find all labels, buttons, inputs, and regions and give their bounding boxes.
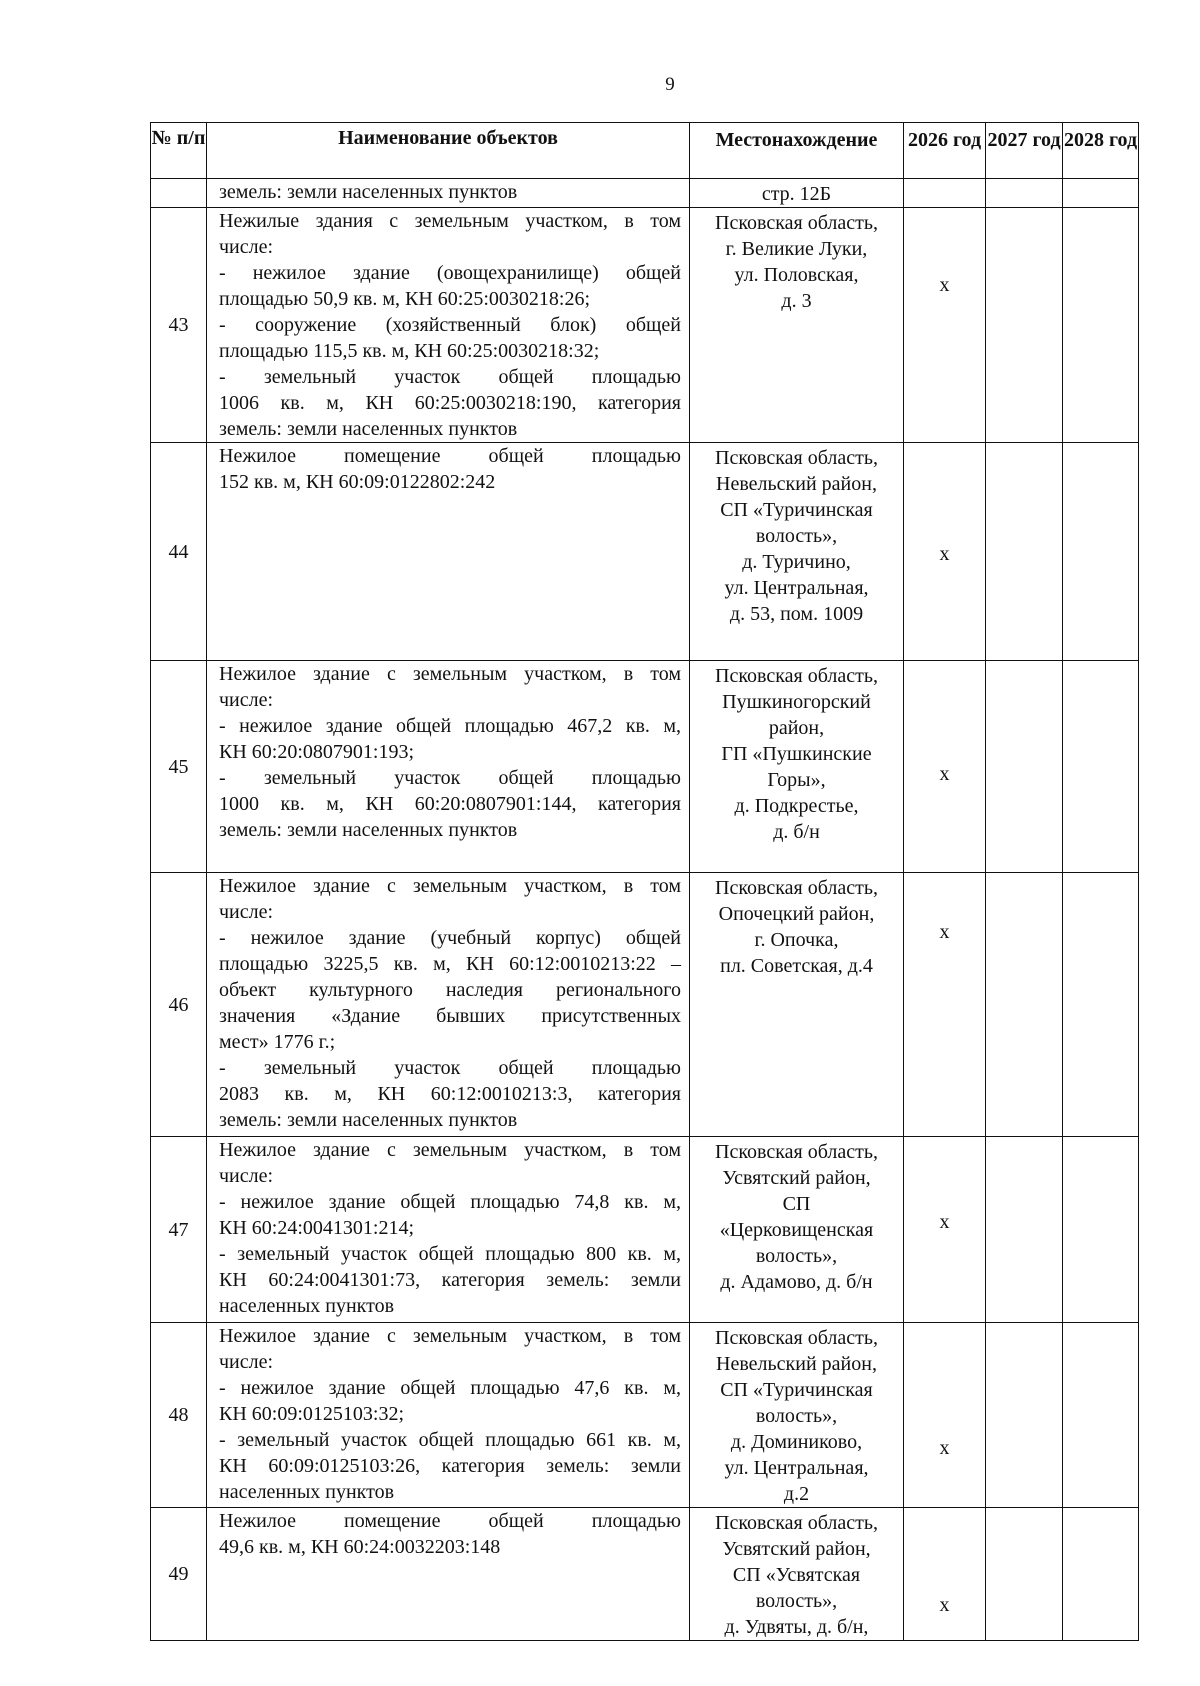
object-name-line: КН 60:20:0807901:193; xyxy=(219,741,415,763)
object-name-line: площадью 115,5 кв. м, КН 60:25:0030218:32; xyxy=(219,340,600,362)
object-name-line: - нежилое здание общей площадью 74,8 кв. м, xyxy=(219,1191,681,1213)
location-line: СП xyxy=(782,1193,811,1215)
object-name-cell xyxy=(207,1323,690,1508)
object-name-line: 2083 кв. м, КН 60:12:0010213:3, категория xyxy=(219,1083,681,1105)
year-2028-cell xyxy=(1063,443,1139,661)
location-line: пл. Советская, д.4 xyxy=(720,955,873,977)
object-name-line: КН 60:24:0041301:214; xyxy=(219,1217,415,1239)
location-line: Усвятский район, xyxy=(722,1167,871,1189)
year-2026-mark: х xyxy=(939,1594,950,1616)
location-line: волость», xyxy=(755,1590,838,1612)
object-name-line: Нежилое помещение общей площадью xyxy=(219,445,681,467)
year-2026-mark: х xyxy=(939,763,950,785)
location-line: ул. Половская, xyxy=(734,264,859,286)
location-line: волость», xyxy=(755,1405,838,1427)
row-number xyxy=(151,179,207,208)
location-line: д. б/н xyxy=(773,821,820,843)
row-number: 47 xyxy=(151,1137,207,1323)
row-number: 48 xyxy=(151,1323,207,1508)
year-2027-cell xyxy=(986,873,1063,1137)
object-name-line: Нежилое здание с земельным участком, в том xyxy=(219,875,681,897)
header-2027: 2027 год xyxy=(986,123,1063,179)
year-2028-cell xyxy=(1063,1323,1139,1508)
year-2026-cell xyxy=(904,179,986,208)
year-2028-cell xyxy=(1063,873,1139,1137)
object-name-line: 1000 кв. м, КН 60:20:0807901:144, категория xyxy=(219,793,681,815)
location-line: д. 3 xyxy=(781,290,812,312)
object-name-line: площадью 3225,5 кв. м, КН 60:12:0010213:22 – xyxy=(219,953,681,975)
location-line: стр. 12Б xyxy=(761,183,832,205)
object-name-line: - нежилое здание общей площадью 467,2 кв. м, xyxy=(219,715,681,737)
object-name-line: Нежилые здания с земельным участком, в том xyxy=(219,210,681,232)
year-2026-cell xyxy=(904,208,986,443)
location-line: Псковская область, xyxy=(715,665,878,687)
header-2028: 2028 год xyxy=(1063,123,1139,179)
location-line: волость», xyxy=(755,1245,838,1267)
year-2026-mark: х xyxy=(939,274,950,296)
location-line: Псковская область, xyxy=(715,1141,878,1163)
location-line: Псковская область, xyxy=(715,1512,878,1534)
year-2027-cell xyxy=(986,1323,1063,1508)
header-num: № п/п xyxy=(151,123,207,179)
object-name-line: - земельный участок общей площадью xyxy=(219,366,681,388)
year-2026-mark: х xyxy=(939,1437,950,1459)
location-line: д. Доминиково, xyxy=(730,1431,863,1453)
table-row xyxy=(151,179,1139,208)
object-name-line: числе: xyxy=(219,1351,274,1373)
location-line: д.2 xyxy=(783,1483,810,1505)
location-cell xyxy=(690,179,904,208)
object-name-line: площадью 50,9 кв. м, КН 60:25:0030218:26; xyxy=(219,288,591,310)
object-name-line: Нежилое здание с земельным участком, в том xyxy=(219,1139,681,1161)
object-name-line: КН 60:24:0041301:73, категория земель: земли xyxy=(219,1269,681,1291)
year-2026-mark: х xyxy=(939,1211,950,1233)
object-name-line: Нежилое здание с земельным участком, в том xyxy=(219,1325,681,1347)
object-name-cell xyxy=(207,1508,690,1641)
object-name-line: - земельный участок общей площадью xyxy=(219,1057,681,1079)
object-name-cell xyxy=(207,1137,690,1323)
location-line: д. Адамово, д. б/н xyxy=(720,1271,873,1293)
object-name-line: - сооружение (хозяйственный блок) общей xyxy=(219,314,681,336)
location-line: СП «Туричинская xyxy=(720,1379,873,1401)
object-name-line: значения «Здание бывших присутственных xyxy=(219,1005,681,1027)
object-name-line: КН 60:09:0125103:32; xyxy=(219,1403,405,1425)
object-name-line: числе: xyxy=(219,236,274,258)
location-cell xyxy=(690,208,904,443)
location-line: д. Туричино, xyxy=(742,551,851,573)
object-name-line: Нежилое здание с земельным участком, в том xyxy=(219,663,681,685)
table-header-row xyxy=(151,123,1139,179)
location-line: СП «Усвятская xyxy=(732,1564,861,1586)
row-number: 46 xyxy=(151,873,207,1137)
header-name: Наименование объектов xyxy=(207,123,690,179)
year-2026-cell xyxy=(904,873,986,1137)
year-2027-cell xyxy=(986,443,1063,661)
header-2026: 2026 год xyxy=(904,123,986,179)
year-2027-cell xyxy=(986,1137,1063,1323)
table-row xyxy=(151,1508,1139,1641)
location-line: д. 53, пом. 1009 xyxy=(729,603,864,625)
object-name-line: - нежилое здание общей площадью 47,6 кв. м, xyxy=(219,1377,681,1399)
object-name-line: числе: xyxy=(219,1165,274,1187)
location-line: ул. Центральная, xyxy=(724,1457,869,1479)
location-line: Горы», xyxy=(767,769,826,791)
row-number: 44 xyxy=(151,443,207,661)
object-name-line: земель: земли населенных пунктов xyxy=(219,418,518,440)
table-row xyxy=(151,661,1139,873)
location-line: Псковская область, xyxy=(715,1327,878,1349)
object-name-line: земель: земли населенных пунктов xyxy=(219,181,518,203)
location-line: ГП «Пушкинские xyxy=(721,743,872,765)
object-name-line: населенных пунктов xyxy=(219,1295,395,1317)
page-number: 9 xyxy=(665,74,675,95)
location-line: «Церковищенская xyxy=(719,1219,874,1241)
object-name-line: числе: xyxy=(219,689,274,711)
header-location: Местонахождение xyxy=(690,123,904,179)
object-name-cell xyxy=(207,443,690,661)
location-line: район, xyxy=(768,717,825,739)
object-name-cell xyxy=(207,661,690,873)
object-name-line: Нежилое помещение общей площадью xyxy=(219,1510,681,1532)
table-row xyxy=(151,1323,1139,1508)
location-line: Усвятский район, xyxy=(722,1538,871,1560)
year-2026-cell xyxy=(904,443,986,661)
table-row xyxy=(151,1137,1139,1323)
object-name-line: 49,6 кв. м, КН 60:24:0032203:148 xyxy=(219,1536,501,1558)
year-2027-cell xyxy=(986,1508,1063,1641)
table-row xyxy=(151,443,1139,661)
year-2028-cell xyxy=(1063,208,1139,443)
location-line: Псковская область, xyxy=(715,212,878,234)
location-line: Невельский район, xyxy=(716,1353,877,1375)
location-line: Невельский район, xyxy=(716,473,877,495)
location-line: Опочецкий район, xyxy=(718,903,875,925)
row-number: 45 xyxy=(151,661,207,873)
object-name-line: земель: земли населенных пунктов xyxy=(219,819,518,841)
year-2027-cell xyxy=(986,208,1063,443)
year-2028-cell xyxy=(1063,661,1139,873)
location-cell xyxy=(690,661,904,873)
location-line: д. Подкрестье, xyxy=(734,795,859,817)
object-name-cell xyxy=(207,873,690,1137)
location-cell xyxy=(690,1137,904,1323)
year-2027-cell xyxy=(986,179,1063,208)
year-2027-cell xyxy=(986,661,1063,873)
object-name-line: мест» 1776 г.; xyxy=(219,1031,336,1053)
year-2028-cell xyxy=(1063,1137,1139,1323)
object-name-line: 1006 кв. м, КН 60:25:0030218:190, категория xyxy=(219,392,681,414)
object-name-line: КН 60:09:0125103:26, категория земель: земли xyxy=(219,1455,681,1477)
object-name-cell xyxy=(207,208,690,443)
object-name-line: - нежилое здание (овощехранилище) общей xyxy=(219,262,681,284)
location-cell xyxy=(690,873,904,1137)
location-line: Псковская область, xyxy=(715,447,878,469)
object-name-line: - земельный участок общей площадью xyxy=(219,767,681,789)
location-cell xyxy=(690,1323,904,1508)
location-line: г. Великие Луки, xyxy=(725,238,868,260)
objects-table xyxy=(150,122,1139,1641)
location-line: Псковская область, xyxy=(715,877,878,899)
location-line: Пушкиногорский xyxy=(722,691,871,713)
location-cell xyxy=(690,443,904,661)
row-number: 43 xyxy=(151,208,207,443)
object-name-line: числе: xyxy=(219,901,274,923)
table-row xyxy=(151,208,1139,443)
year-2026-cell xyxy=(904,1137,986,1323)
year-2026-cell xyxy=(904,661,986,873)
location-line: волость», xyxy=(755,525,838,547)
row-number: 49 xyxy=(151,1508,207,1641)
location-line: г. Опочка, xyxy=(754,929,839,951)
year-2026-cell xyxy=(904,1508,986,1641)
object-name-line: - земельный участок общей площадью 661 кв. м, xyxy=(219,1429,681,1451)
year-2028-cell xyxy=(1063,179,1139,208)
location-line: ул. Центральная, xyxy=(724,577,869,599)
object-name-line: - нежилое здание (учебный корпус) общей xyxy=(219,927,681,949)
location-cell xyxy=(690,1508,904,1641)
year-2028-cell xyxy=(1063,1508,1139,1641)
year-2026-mark: х xyxy=(939,921,950,943)
object-name-line: земель: земли населенных пунктов xyxy=(219,1109,518,1131)
year-2026-cell xyxy=(904,1323,986,1508)
table-row xyxy=(151,873,1139,1137)
location-line: д. Удвяты, д. б/н, xyxy=(724,1616,869,1638)
object-name-line: 152 кв. м, КН 60:09:0122802:242 xyxy=(219,471,496,493)
object-name-cell xyxy=(207,179,690,208)
year-2026-mark: х xyxy=(939,543,950,565)
object-name-line: - земельный участок общей площадью 800 кв. м, xyxy=(219,1243,681,1265)
object-name-line: объект культурного наследия регионального xyxy=(219,979,681,1001)
location-line: СП «Туричинская xyxy=(720,499,873,521)
object-name-line: населенных пунктов xyxy=(219,1481,395,1503)
